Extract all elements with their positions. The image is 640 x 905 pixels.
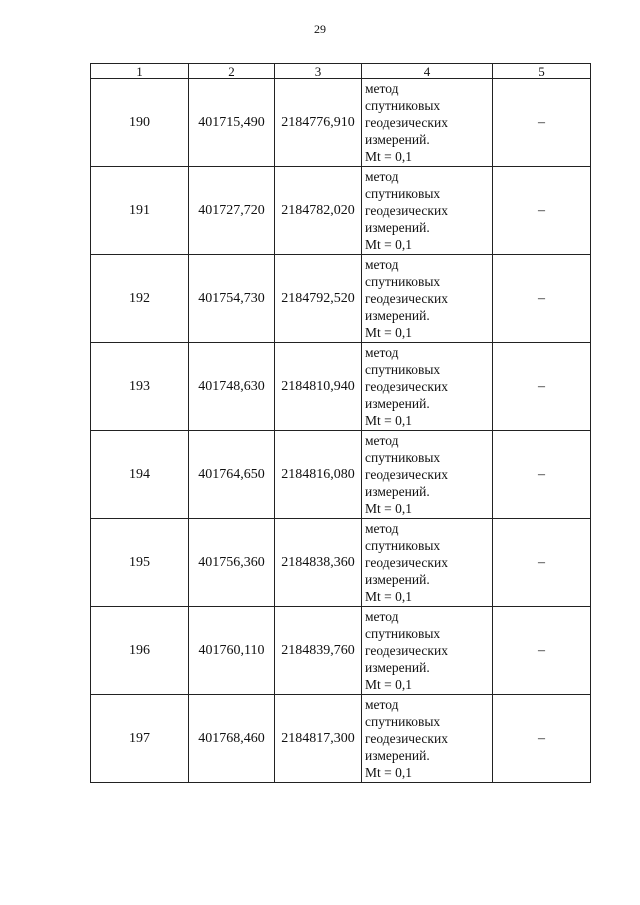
method-line: геодезических <box>365 555 448 570</box>
x-coordinate-cell: 401754,730 <box>189 255 275 343</box>
y-coordinate-cell: 2184838,360 <box>275 519 362 607</box>
method-cell <box>362 431 493 519</box>
table-row <box>91 431 591 519</box>
method-line: Mt = 0,1 <box>365 149 412 164</box>
note-cell: – <box>493 431 591 519</box>
point-number-cell: 194 <box>91 431 189 519</box>
method-line: геодезических <box>365 467 448 482</box>
method-cell <box>362 607 493 695</box>
note-cell: – <box>493 695 591 783</box>
point-number-cell: 196 <box>91 607 189 695</box>
note-cell: – <box>493 607 591 695</box>
table-row <box>91 255 591 343</box>
method-line: спутниковых <box>365 626 441 641</box>
note-cell: – <box>493 167 591 255</box>
method-line: Mt = 0,1 <box>365 325 412 340</box>
note-cell: – <box>493 79 591 167</box>
y-coordinate-cell: 2184792,520 <box>275 255 362 343</box>
method-line: измерений. <box>365 308 430 323</box>
y-coordinate-cell: 2184816,080 <box>275 431 362 519</box>
note-cell: – <box>493 255 591 343</box>
column-header-1: 1 <box>91 64 189 79</box>
method-line: Mt = 0,1 <box>365 237 412 252</box>
method-line: спутниковых <box>365 98 441 113</box>
method-cell <box>362 519 493 607</box>
method-line: спутниковых <box>365 362 441 377</box>
method-line: геодезических <box>365 291 448 306</box>
x-coordinate-cell: 401727,720 <box>189 167 275 255</box>
method-line: измерений. <box>365 220 430 235</box>
method-line: метод <box>365 257 399 272</box>
page-number: 29 <box>314 22 326 36</box>
column-header-2: 2 <box>189 64 275 79</box>
method-cell <box>362 343 493 431</box>
method-line: Mt = 0,1 <box>365 589 412 604</box>
method-line: спутниковых <box>365 538 441 553</box>
table-row <box>91 607 591 695</box>
method-line: геодезических <box>365 643 448 658</box>
method-line: метод <box>365 697 399 712</box>
method-line: геодезических <box>365 731 448 746</box>
note-cell: – <box>493 519 591 607</box>
coordinates-table <box>90 63 591 783</box>
method-line: измерений. <box>365 132 430 147</box>
y-coordinate-cell: 2184782,020 <box>275 167 362 255</box>
method-line: спутниковых <box>365 186 441 201</box>
x-coordinate-cell: 401760,110 <box>189 607 275 695</box>
point-number-cell: 192 <box>91 255 189 343</box>
table-body <box>91 79 591 783</box>
y-coordinate-cell: 2184839,760 <box>275 607 362 695</box>
x-coordinate-cell: 401715,490 <box>189 79 275 167</box>
y-coordinate-cell: 2184810,940 <box>275 343 362 431</box>
method-line: измерений. <box>365 484 430 499</box>
table-row <box>91 519 591 607</box>
note-cell: – <box>493 343 591 431</box>
y-coordinate-cell: 2184776,910 <box>275 79 362 167</box>
table-row <box>91 167 591 255</box>
point-number-cell: 190 <box>91 79 189 167</box>
y-coordinate-cell: 2184817,300 <box>275 695 362 783</box>
method-cell <box>362 255 493 343</box>
method-line: метод <box>365 433 399 448</box>
point-number-cell: 195 <box>91 519 189 607</box>
method-line: измерений. <box>365 748 430 763</box>
method-line: метод <box>365 521 399 536</box>
point-number-cell: 191 <box>91 167 189 255</box>
method-line: спутниковых <box>365 274 441 289</box>
method-line: измерений. <box>365 396 430 411</box>
method-line: измерений. <box>365 572 430 587</box>
table-row <box>91 695 591 783</box>
x-coordinate-cell: 401764,650 <box>189 431 275 519</box>
method-line: спутниковых <box>365 450 441 465</box>
method-line: Mt = 0,1 <box>365 501 412 516</box>
column-header-5: 5 <box>493 64 591 79</box>
method-line: геодезических <box>365 115 448 130</box>
method-line: метод <box>365 345 399 360</box>
method-line: измерений. <box>365 660 430 675</box>
table-row <box>91 79 591 167</box>
method-line: спутниковых <box>365 714 441 729</box>
x-coordinate-cell: 401756,360 <box>189 519 275 607</box>
method-line: метод <box>365 81 399 96</box>
column-header-4: 4 <box>362 64 493 79</box>
method-line: геодезических <box>365 379 448 394</box>
point-number-cell: 193 <box>91 343 189 431</box>
method-cell <box>362 167 493 255</box>
point-number-cell: 197 <box>91 695 189 783</box>
table-row <box>91 343 591 431</box>
method-line: Mt = 0,1 <box>365 677 412 692</box>
table-header-row <box>91 64 591 79</box>
method-cell <box>362 695 493 783</box>
method-line: метод <box>365 609 399 624</box>
method-line: Mt = 0,1 <box>365 765 412 780</box>
x-coordinate-cell: 401748,630 <box>189 343 275 431</box>
method-cell <box>362 79 493 167</box>
x-coordinate-cell: 401768,460 <box>189 695 275 783</box>
column-header-3: 3 <box>275 64 362 79</box>
method-line: Mt = 0,1 <box>365 413 412 428</box>
method-line: геодезических <box>365 203 448 218</box>
method-line: метод <box>365 169 399 184</box>
